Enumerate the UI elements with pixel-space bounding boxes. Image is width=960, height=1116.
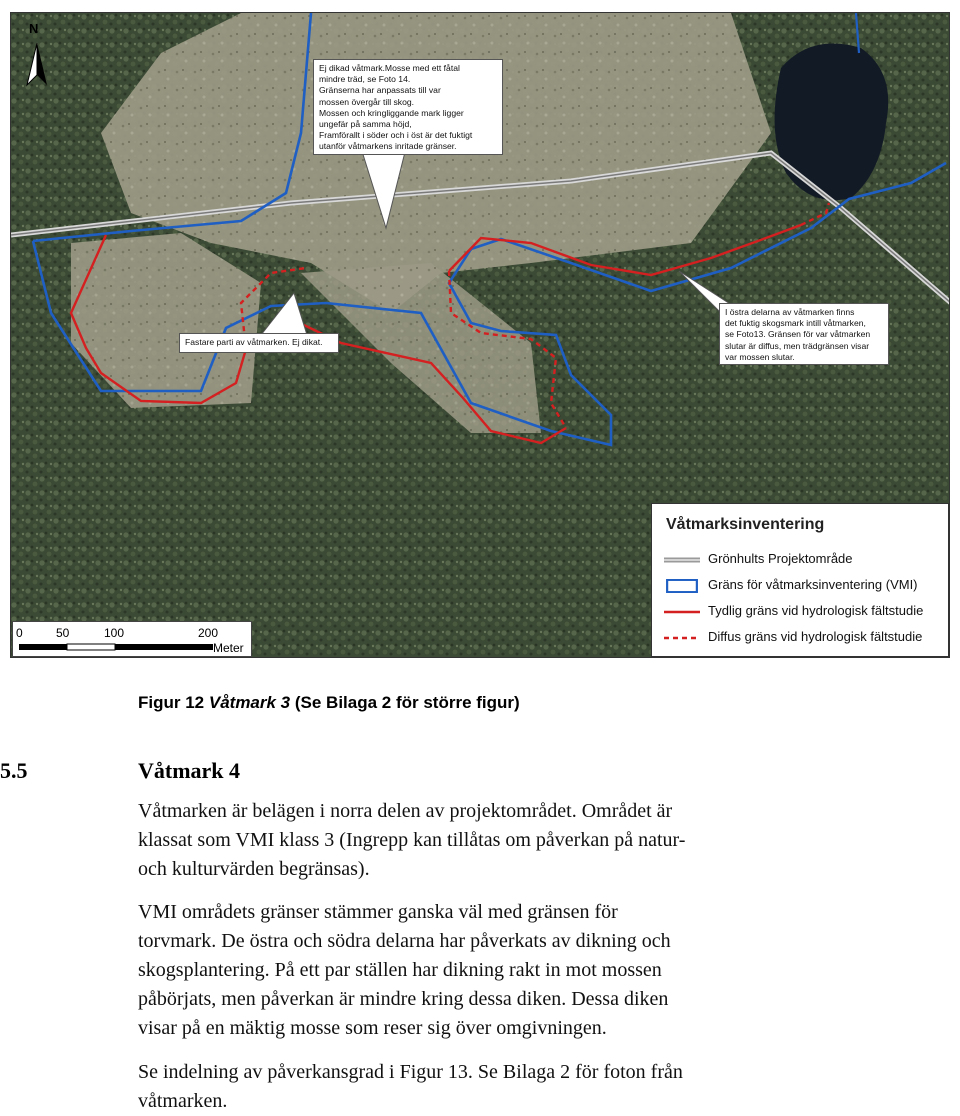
legend-item-distinct-boundary <box>664 602 944 622</box>
figure-caption <box>138 693 520 713</box>
legend-item-project-area <box>664 550 944 570</box>
callout-line: mindre träd, se Foto 14. <box>319 74 411 85</box>
scale-unit: Meter <box>213 641 244 655</box>
callout-line: utanför våtmarkens inritade gränser. <box>319 141 457 152</box>
text-line: Våtmarken är belägen i norra delen av projektområdet. Området är <box>138 800 673 822</box>
paragraph-2 <box>138 898 848 1043</box>
text-line: och kulturvärden begränsas). <box>138 858 370 880</box>
callout-left <box>179 333 339 353</box>
red-dashed-line-icon <box>664 631 700 645</box>
callout-line: ungefär på samma höjd, <box>319 118 412 129</box>
map-legend <box>651 503 949 657</box>
paragraph-1 <box>138 797 848 884</box>
callout-line: var mossen slutar. <box>725 351 795 362</box>
text-line: påbörjats, men påverkan är mindre kring dessa diken. Dessa diken <box>138 988 669 1010</box>
callout-line: se Foto13. Gränsen för var våtmarken <box>725 329 871 340</box>
blue-box-icon <box>664 579 700 593</box>
legend-title: Våtmarksinventering <box>666 516 825 533</box>
callout-top <box>313 59 503 155</box>
wetland-map <box>10 12 950 658</box>
red-line-icon <box>664 605 700 619</box>
scale-tick: 200 <box>198 626 219 640</box>
text-line: torvmark. De östra och södra delarna har påverkats av dikning och <box>138 930 671 952</box>
callout-line: slutar är diffus, men trädgränsen visar <box>725 340 870 351</box>
section-number: 5.5 <box>0 758 28 783</box>
callout-line: Framförallt i söder och i öst är det fuktigt <box>319 130 473 141</box>
north-label: N <box>29 21 39 36</box>
section-heading <box>0 758 240 784</box>
legend-item-diffuse-boundary <box>664 628 944 648</box>
caption-suffix: (Se Bilaga 2 för större figur) <box>290 693 520 712</box>
scale-bar <box>12 621 252 657</box>
text-line: VMI områdets gränser stämmer ganska väl med gränsen för <box>138 901 618 923</box>
legend-label: Tydlig gräns vid hydrologisk fältstudie <box>708 603 924 618</box>
callout-line: Ej dikad våtmark.Mosse med ett fåtal <box>319 63 460 73</box>
text-line: Se indelning av påverkansgrad i Figur 13. Se Bilaga 2 för foton från <box>138 1061 683 1083</box>
text-line: skogsplantering. På ett par ställen har dikning rakt in mot mossen <box>138 959 662 981</box>
caption-prefix: Figur 12 <box>138 693 209 712</box>
callout-line: I östra delarna av våtmarken finns <box>725 307 855 317</box>
callout-line: mossen övergår till skog. <box>319 96 415 107</box>
paragraph-3 <box>138 1058 848 1116</box>
scale-tick: 50 <box>56 626 70 640</box>
text-line: visar på en mäktig mosse som reser sig över omgivningen. <box>138 1017 607 1039</box>
callout-line: det fuktig skogsmark intill våtmarken, <box>725 318 866 329</box>
text-line: våtmarken. <box>138 1090 228 1112</box>
callout-line: Fastare parti av våtmarken. Ej dikat. <box>185 337 323 347</box>
legend-label: Gräns för våtmarksinventering (VMI) <box>708 577 918 592</box>
legend-item-vmi-boundary <box>664 576 944 596</box>
callout-line: Mossen och kringliggande mark ligger <box>319 107 464 118</box>
scale-tick: 100 <box>104 626 125 640</box>
legend-label: Diffus gräns vid hydrologisk fältstudie <box>708 629 923 644</box>
callout-line: Gränserna har anpassats till var <box>319 85 441 96</box>
scale-tick: 0 <box>16 626 23 640</box>
double-gray-line-icon <box>664 553 700 567</box>
scale-bar-segments <box>19 643 215 651</box>
section-title: Våtmark 4 <box>138 758 241 783</box>
caption-title: Våtmark 3 <box>208 693 291 712</box>
callout-right <box>719 303 889 365</box>
text-line: klassat som VMI klass 3 (Ingrepp kan tillåtas om påverkan på natur- <box>138 829 686 851</box>
legend-label: Grönhults Projektområde <box>708 551 853 566</box>
